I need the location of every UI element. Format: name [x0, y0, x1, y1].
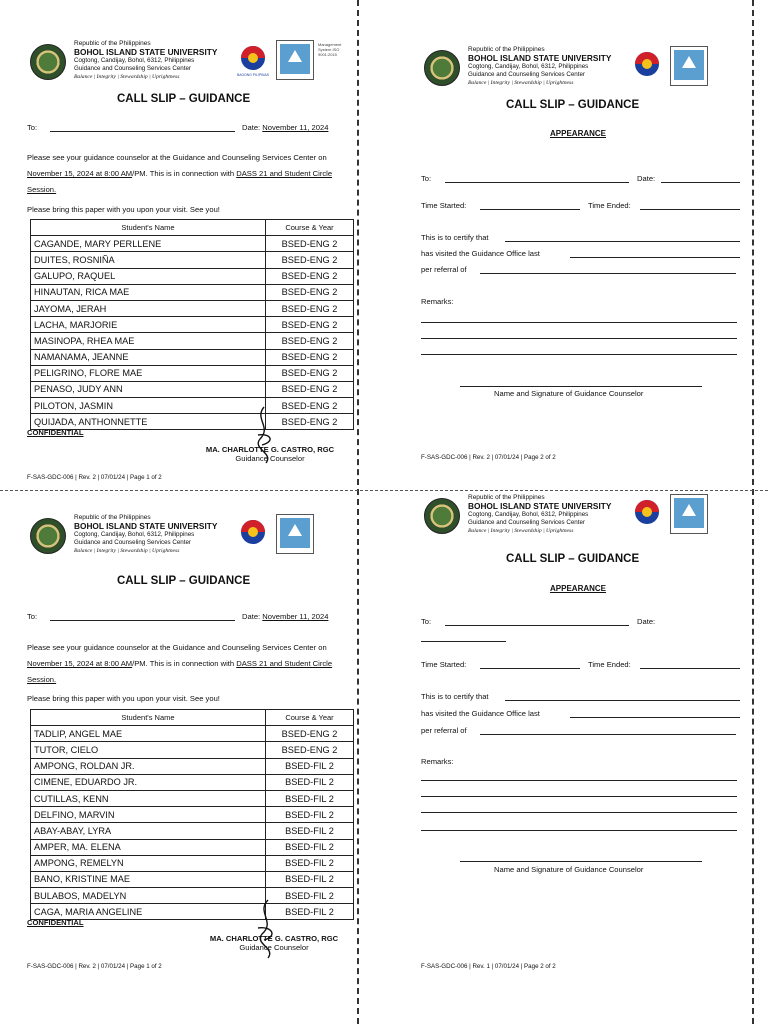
university-header	[424, 494, 759, 554]
bring-note: Please bring this paper with you upon your visit. See you!	[27, 694, 220, 703]
student-name-cell: AMPONG, REMELYN	[31, 855, 266, 871]
student-name-cell: QUIJADA, ANTHONNETTE	[31, 414, 266, 430]
header-address: Cogtong, Candijay, Bohol, 6312, Philippines	[74, 57, 195, 64]
confidential-label: CONFIDENTIAL	[27, 428, 84, 437]
header-address: Cogtong, Candijay, Bohol, 6312, Philippines	[468, 511, 589, 518]
appearance-heading: APPEARANCE	[550, 129, 607, 138]
course-year-cell: BSED-ENG 2	[266, 333, 354, 349]
student-name-cell: TUTOR, CIELO	[31, 742, 266, 758]
header-motto: Balance | Integrity | Stewardship | Uprightness	[74, 74, 180, 80]
table-header-row	[31, 710, 354, 726]
col-student-name: Student's Name	[31, 710, 266, 726]
table-row	[31, 365, 354, 381]
signature-line[interactable]	[460, 861, 702, 862]
university-seal-icon	[424, 50, 460, 86]
referral-label: per referral of	[421, 726, 467, 735]
to-label: To:	[27, 612, 38, 621]
header-office: Guidance and Counseling Services Center	[74, 65, 191, 72]
tuv-triangle-icon	[288, 524, 302, 536]
course-year-cell: BSED-FIL 2	[266, 790, 354, 806]
header-motto: Balance | Integrity | Stewardship | Uprightness	[468, 528, 574, 534]
course-year-cell: BSED-FIL 2	[266, 888, 354, 904]
header-university: BOHOL ISLAND STATE UNIVERSITY	[468, 501, 612, 511]
student-table	[30, 219, 354, 430]
table-row	[31, 888, 354, 904]
header-office: Guidance and Counseling Services Center	[468, 519, 585, 526]
slip-title: CALL SLIP – GUIDANCE	[117, 93, 251, 105]
header-university: BOHOL ISLAND STATE UNIVERSITY	[468, 53, 612, 63]
university-seal-icon	[30, 44, 66, 80]
header-university: BOHOL ISLAND STATE UNIVERSITY	[74, 521, 218, 531]
student-name-cell: AMPER, MA. ELENA	[31, 839, 266, 855]
course-year-cell: BSED-FIL 2	[266, 871, 354, 887]
course-year-cell: BSED-ENG 2	[266, 236, 354, 252]
course-year-cell: BSED-ENG 2	[266, 414, 354, 430]
student-name-cell: DELFINO, MARVIN	[31, 807, 266, 823]
header-republic: Republic of the Philippines	[74, 40, 151, 47]
remarks-line[interactable]	[421, 780, 737, 781]
course-year-cell: BSED-FIL 2	[266, 823, 354, 839]
header-office: Guidance and Counseling Services Center	[468, 71, 585, 78]
student-name-cell: TADLIP, ANGEL MAE	[31, 726, 266, 742]
tuv-triangle-icon	[288, 50, 302, 62]
date-label: Date:	[242, 123, 261, 132]
referral-label: per referral of	[421, 265, 467, 274]
course-year-cell: BSED-ENG 2	[266, 365, 354, 381]
time-started-label: Time Started:	[421, 660, 467, 669]
time-started-field[interactable]	[480, 668, 580, 669]
table-header-row	[31, 220, 354, 236]
student-name-cell: MASINOPA, RHEA MAE	[31, 333, 266, 349]
course-year-cell: BSED-FIL 2	[266, 758, 354, 774]
course-year-cell: BSED-FIL 2	[266, 839, 354, 855]
student-name-cell: GALUPO, RAQUEL	[31, 268, 266, 284]
signatory-role: Guidance Counselor	[239, 943, 309, 952]
referral-field[interactable]	[480, 273, 736, 274]
student-name-cell: BANO, KRISTINE MAE	[31, 871, 266, 887]
tuv-certification-logo	[276, 40, 314, 80]
course-year-cell: BSED-ENG 2	[266, 300, 354, 316]
form-footer: F-SAS-GDC-006 | Rev. 2 | 07/01/24 | Page 1 of 2	[27, 474, 162, 481]
university-seal-icon	[30, 518, 66, 554]
bagong-pilipinas-logo-icon	[629, 48, 665, 84]
tuv-certification-logo	[670, 46, 708, 86]
remarks-label: Remarks:	[421, 297, 454, 306]
to-field[interactable]	[50, 131, 235, 132]
course-year-cell: BSED-ENG 2	[266, 381, 354, 397]
para-prefix: Please see your guidance counselor at the Guidance and Counseling Services Center on	[27, 643, 327, 652]
para-topic: DASS 21 and Student Circle Session.	[27, 659, 333, 684]
header-motto: Balance | Integrity | Stewardship | Uprightness	[468, 80, 574, 86]
table-row	[31, 839, 354, 855]
to-label: To:	[421, 174, 432, 183]
university-header	[424, 46, 759, 106]
certify-name-field[interactable]	[505, 241, 740, 242]
date-field[interactable]	[421, 641, 506, 642]
visited-date-field[interactable]	[570, 257, 740, 258]
student-name-cell: CAGA, MARIA ANGELINE	[31, 904, 266, 920]
para-topic: DASS 21 and Student Circle Session.	[27, 169, 333, 194]
course-year-cell: BSED-ENG 2	[266, 252, 354, 268]
header-republic: Republic of the Philippines	[468, 494, 545, 501]
bring-note: Please bring this paper with you upon your visit. See you!	[27, 205, 220, 214]
col-course-year: Course & Year	[266, 710, 354, 726]
date-value: November 11, 2024	[262, 123, 329, 132]
date-value: November 11, 2024	[262, 612, 329, 621]
course-year-cell: BSED-ENG 2	[266, 726, 354, 742]
tuv-triangle-icon	[682, 56, 696, 68]
remarks-line[interactable]	[421, 322, 737, 323]
header-text	[468, 46, 611, 87]
certify-label: This is to certify that	[421, 233, 489, 242]
para-date: November 15, 2024 at 8:00 AM	[27, 169, 133, 178]
date-field	[242, 612, 328, 621]
slip-paragraph	[27, 640, 357, 688]
time-ended-label: Time Ended:	[588, 660, 631, 669]
tuv-certification-logo	[276, 514, 314, 554]
signatory-name: MA. CHARLOTTE G. CASTRO, RGC	[209, 934, 339, 943]
student-name-cell: NAMANAMA, JEANNE	[31, 349, 266, 365]
iso-text: Management System ISO 9001:2015	[318, 42, 342, 57]
time-started-field[interactable]	[480, 209, 580, 210]
student-name-cell: CAGANDE, MARY PERLLENE	[31, 236, 266, 252]
visited-date-field[interactable]	[570, 717, 740, 718]
course-year-cell: BSED-FIL 2	[266, 855, 354, 871]
course-year-cell: BSED-ENG 2	[266, 349, 354, 365]
signature-caption: Name and Signature of Guidance Counselor	[494, 389, 644, 398]
date-field	[242, 123, 328, 132]
col-course-year: Course & Year	[266, 220, 354, 236]
header-republic: Republic of the Philippines	[74, 514, 151, 521]
slip-paragraph	[27, 150, 357, 198]
to-field[interactable]	[445, 182, 629, 183]
form-footer: F-SAS-GDC-006 | Rev. 2 | 07/01/24 | Page 2 of 2	[421, 454, 556, 461]
date-label: Date:	[242, 612, 261, 621]
student-name-cell: CIMENE, EDUARDO JR.	[31, 774, 266, 790]
table-row	[31, 774, 354, 790]
handwritten-signature	[250, 405, 280, 465]
table-row	[31, 807, 354, 823]
table-row	[31, 300, 354, 316]
slip-title: CALL SLIP – GUIDANCE	[506, 99, 640, 111]
slip-title: CALL SLIP – GUIDANCE	[506, 553, 640, 565]
table-row	[31, 758, 354, 774]
course-year-cell: BSED-FIL 2	[266, 807, 354, 823]
remarks-line[interactable]	[421, 796, 737, 797]
para-mid: /PM. This is in connection with	[132, 659, 235, 668]
student-name-cell: HINAUTAN, RICA MAE	[31, 284, 266, 300]
table-row	[31, 855, 354, 871]
to-label: To:	[421, 617, 432, 626]
form-footer: F-SAS-GDC-006 | Rev. 2 | 07/01/24 | Page 1 of 2	[27, 963, 162, 970]
student-name-cell: DUITES, ROSNIÑA	[31, 252, 266, 268]
handwritten-signature	[252, 898, 282, 960]
university-header	[30, 514, 365, 574]
bagong-pilipinas-logo-icon	[235, 42, 271, 78]
to-field[interactable]	[445, 625, 629, 626]
cut-line-vertical	[357, 0, 359, 1024]
course-year-cell: BSED-ENG 2	[266, 284, 354, 300]
course-year-cell: BSED-ENG 2	[266, 317, 354, 333]
header-office: Guidance and Counseling Services Center	[74, 539, 191, 546]
remarks-line[interactable]	[421, 354, 737, 355]
course-year-cell: BSED-FIL 2	[266, 774, 354, 790]
header-text	[74, 40, 217, 81]
table-row	[31, 742, 354, 758]
visited-label: has visited the Guidance Office last	[421, 249, 540, 258]
appearance-heading: APPEARANCE	[550, 584, 607, 593]
signature-line[interactable]	[460, 386, 702, 387]
university-header	[30, 40, 365, 100]
header-motto: Balance | Integrity | Stewardship | Uprightness	[74, 548, 180, 554]
certify-label: This is to certify that	[421, 692, 489, 701]
header-address: Cogtong, Candijay, Bohol, 6312, Philippines	[468, 63, 589, 70]
table-row	[31, 726, 354, 742]
student-name-cell: AMPONG, ROLDAN JR.	[31, 758, 266, 774]
table-row	[31, 333, 354, 349]
student-name-cell: JAYOMA, JERAH	[31, 300, 266, 316]
time-ended-field[interactable]	[640, 209, 740, 210]
certify-name-field[interactable]	[505, 700, 740, 701]
student-table	[30, 709, 354, 920]
form-footer: F-SAS-GDC-006 | Rev. 1 | 07/01/24 | Page 2 of 2	[421, 963, 556, 970]
para-date: November 15, 2024 at 8:00 AM	[27, 659, 133, 668]
table-row	[31, 252, 354, 268]
table-row	[31, 236, 354, 252]
table-row	[31, 268, 354, 284]
course-year-cell: BSED-ENG 2	[266, 398, 354, 414]
bagong-pilipinas-logo-icon	[235, 516, 271, 552]
header-text	[74, 514, 217, 555]
table-row	[31, 823, 354, 839]
date-label: Date:	[637, 174, 656, 183]
table-row	[31, 871, 354, 887]
remarks-label: Remarks:	[421, 757, 454, 766]
student-name-cell: PENASO, JUDY ANN	[31, 381, 266, 397]
to-label: To:	[27, 123, 38, 132]
table-row	[31, 398, 354, 414]
remarks-line[interactable]	[421, 812, 737, 813]
date-field[interactable]	[661, 182, 740, 183]
slip-title: CALL SLIP – GUIDANCE	[117, 575, 251, 587]
time-ended-field[interactable]	[640, 668, 740, 669]
student-name-cell: PELIGRINO, FLORE MAE	[31, 365, 266, 381]
to-field[interactable]	[50, 620, 235, 621]
referral-field[interactable]	[480, 734, 736, 735]
remarks-line[interactable]	[421, 830, 737, 831]
header-address: Cogtong, Candijay, Bohol, 6312, Philippines	[74, 531, 195, 538]
remarks-line[interactable]	[421, 338, 737, 339]
table-row	[31, 349, 354, 365]
signature-caption: Name and Signature of Guidance Counselor	[494, 865, 644, 874]
course-year-cell: BSED-ENG 2	[266, 742, 354, 758]
date-label: Date:	[637, 617, 656, 626]
table-row	[31, 317, 354, 333]
tuv-triangle-icon	[682, 504, 696, 516]
table-row	[31, 381, 354, 397]
student-name-cell: ABAY-ABAY, LYRA	[31, 823, 266, 839]
tuv-certification-logo	[670, 494, 708, 534]
student-name-cell: CUTILLAS, KENN	[31, 790, 266, 806]
bagong-pilipinas-logo-icon	[629, 496, 665, 532]
para-mid: /PM. This is in connection with	[132, 169, 235, 178]
header-text	[468, 494, 611, 535]
student-name-cell: LACHA, MARJORIE	[31, 317, 266, 333]
table-row	[31, 284, 354, 300]
time-ended-label: Time Ended:	[588, 201, 631, 210]
university-seal-icon	[424, 498, 460, 534]
course-year-cell: BSED-ENG 2	[266, 268, 354, 284]
student-name-cell: PILOTON, JASMIN	[31, 398, 266, 414]
table-row	[31, 790, 354, 806]
student-name-cell: BULABOS, MADELYN	[31, 888, 266, 904]
svg-text:BAGONG PILIPINAS: BAGONG PILIPINAS	[236, 73, 270, 77]
para-prefix: Please see your guidance counselor at the Guidance and Counseling Services Center on	[27, 153, 327, 162]
cut-line-horizontal	[0, 490, 768, 491]
header-university: BOHOL ISLAND STATE UNIVERSITY	[74, 47, 218, 57]
col-student-name: Student's Name	[31, 220, 266, 236]
visited-label: has visited the Guidance Office last	[421, 709, 540, 718]
signatory-name: MA. CHARLOTTE G. CASTRO, RGC	[205, 445, 335, 454]
signatory-role: Guidance Counselor	[235, 454, 305, 463]
course-year-cell: BSED-FIL 2	[266, 904, 354, 920]
time-started-label: Time Started:	[421, 201, 467, 210]
header-republic: Republic of the Philippines	[468, 46, 545, 53]
confidential-label: CONFIDENTIAL	[27, 918, 84, 927]
